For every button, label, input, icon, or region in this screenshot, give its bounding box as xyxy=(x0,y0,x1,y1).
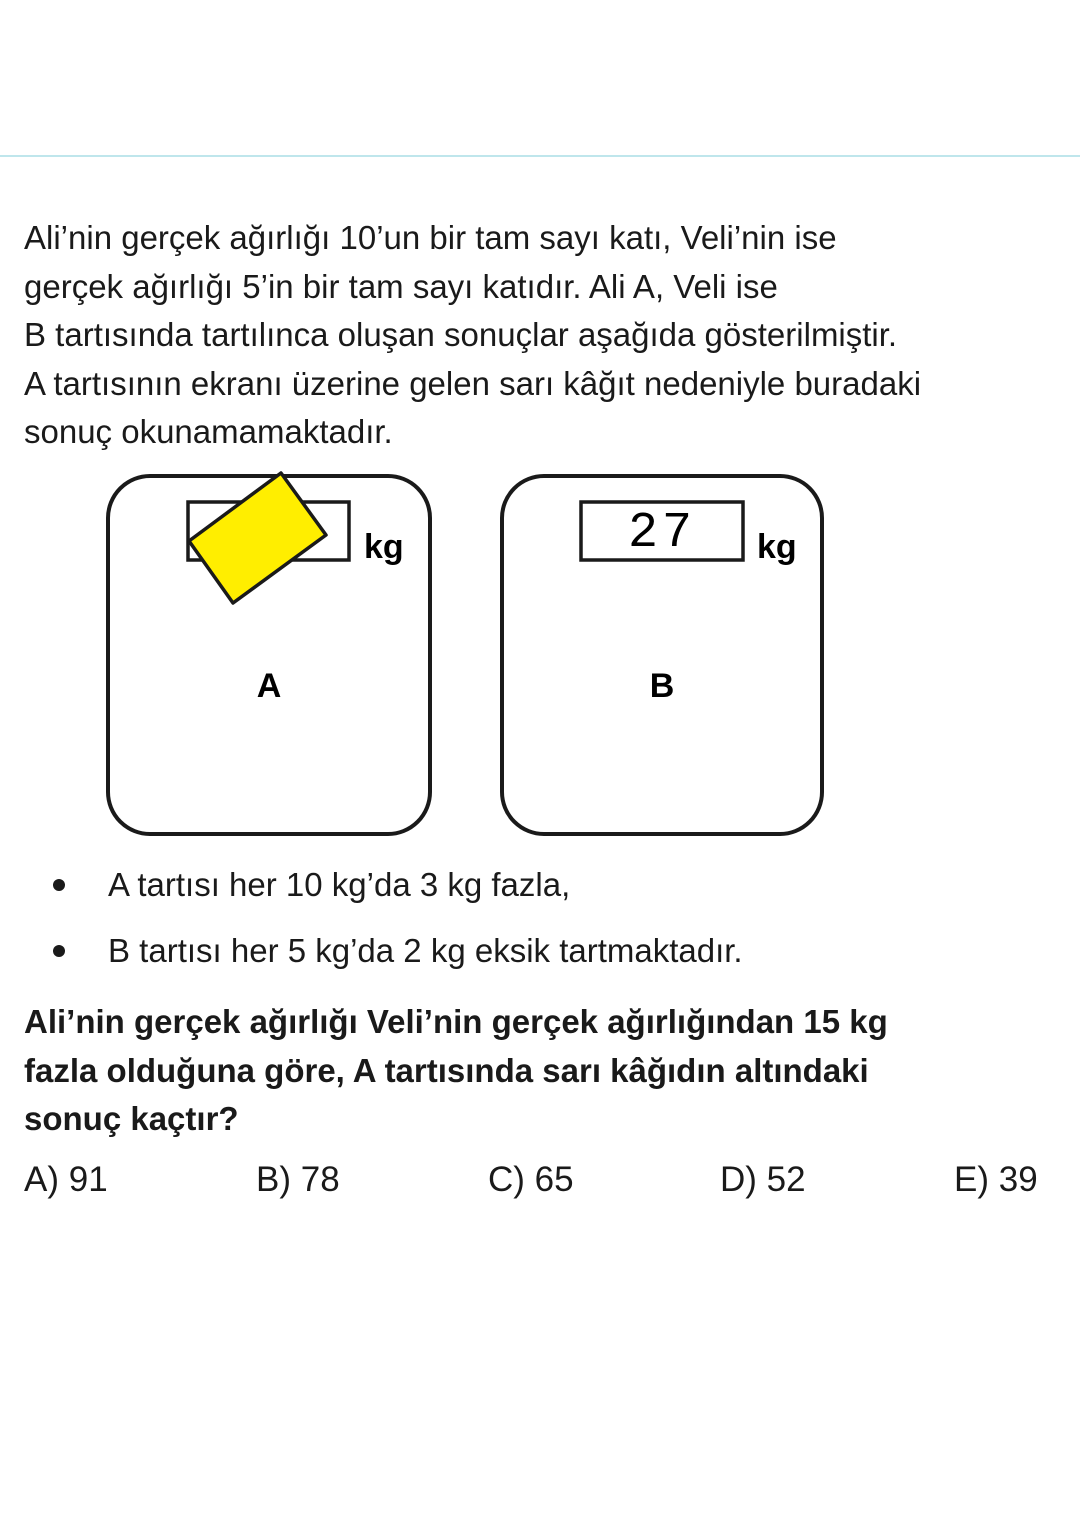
statement-line: A tartısının ekranı üzerine gelen sarı kâğıt nedeniyle buradaki xyxy=(24,364,922,402)
statement-line: Ali’nin gerçek ağırlığı 10’un bir tam sayı katı, Veli’nin ise xyxy=(24,219,837,256)
scale-b-unit: kg xyxy=(757,528,797,566)
option-a[interactable]: A) 91 xyxy=(24,1160,108,1199)
statement-line: gerçek ağırlığı 5’in bir tam sayı katıdır. Ali A, Veli ise xyxy=(24,267,778,305)
scales-figure xyxy=(100,468,840,840)
bullet-icon xyxy=(53,945,65,957)
statement-line: sonuç okunamamaktadır. xyxy=(24,413,393,450)
problem-statement xyxy=(24,214,1064,457)
statement-line: B tartısında tartılınca oluşan sonuçlar aşağıda gösterilmiştir. xyxy=(24,316,898,353)
bullet-text: B tartısı her 5 kg’da 2 kg eksik tartmaktadır. xyxy=(108,932,743,969)
answer-options xyxy=(24,1160,1054,1210)
list-item xyxy=(50,862,743,908)
option-d[interactable]: D) 52 xyxy=(720,1160,806,1199)
option-c[interactable]: C) 65 xyxy=(488,1160,574,1199)
question-line: fazla olduğuna göre, A tartısında sarı kâğıdın altındaki xyxy=(24,1051,869,1089)
option-b[interactable]: B) 78 xyxy=(256,1160,340,1199)
question-line: Ali’nin gerçek ağırlığı Veli’nin gerçek ağırlığından 15 kg xyxy=(24,1003,888,1040)
scale-a-unit: kg xyxy=(364,528,404,566)
scale-b-label: B xyxy=(649,667,675,705)
scale-b-reading: 27 xyxy=(627,505,697,562)
bullet-icon xyxy=(53,879,65,891)
header-divider xyxy=(0,155,1080,157)
scale-errors-list xyxy=(50,862,743,994)
scale-b xyxy=(502,476,822,834)
scale-a-label: A xyxy=(256,667,282,705)
scale-a xyxy=(108,473,430,834)
option-e[interactable]: E) 39 xyxy=(954,1160,1038,1199)
bullet-text: A tartısı her 10 kg’da 3 kg fazla, xyxy=(108,866,571,903)
question-text xyxy=(24,998,1064,1144)
question-line: sonuç kaçtır? xyxy=(24,1100,239,1137)
list-item xyxy=(50,928,743,974)
